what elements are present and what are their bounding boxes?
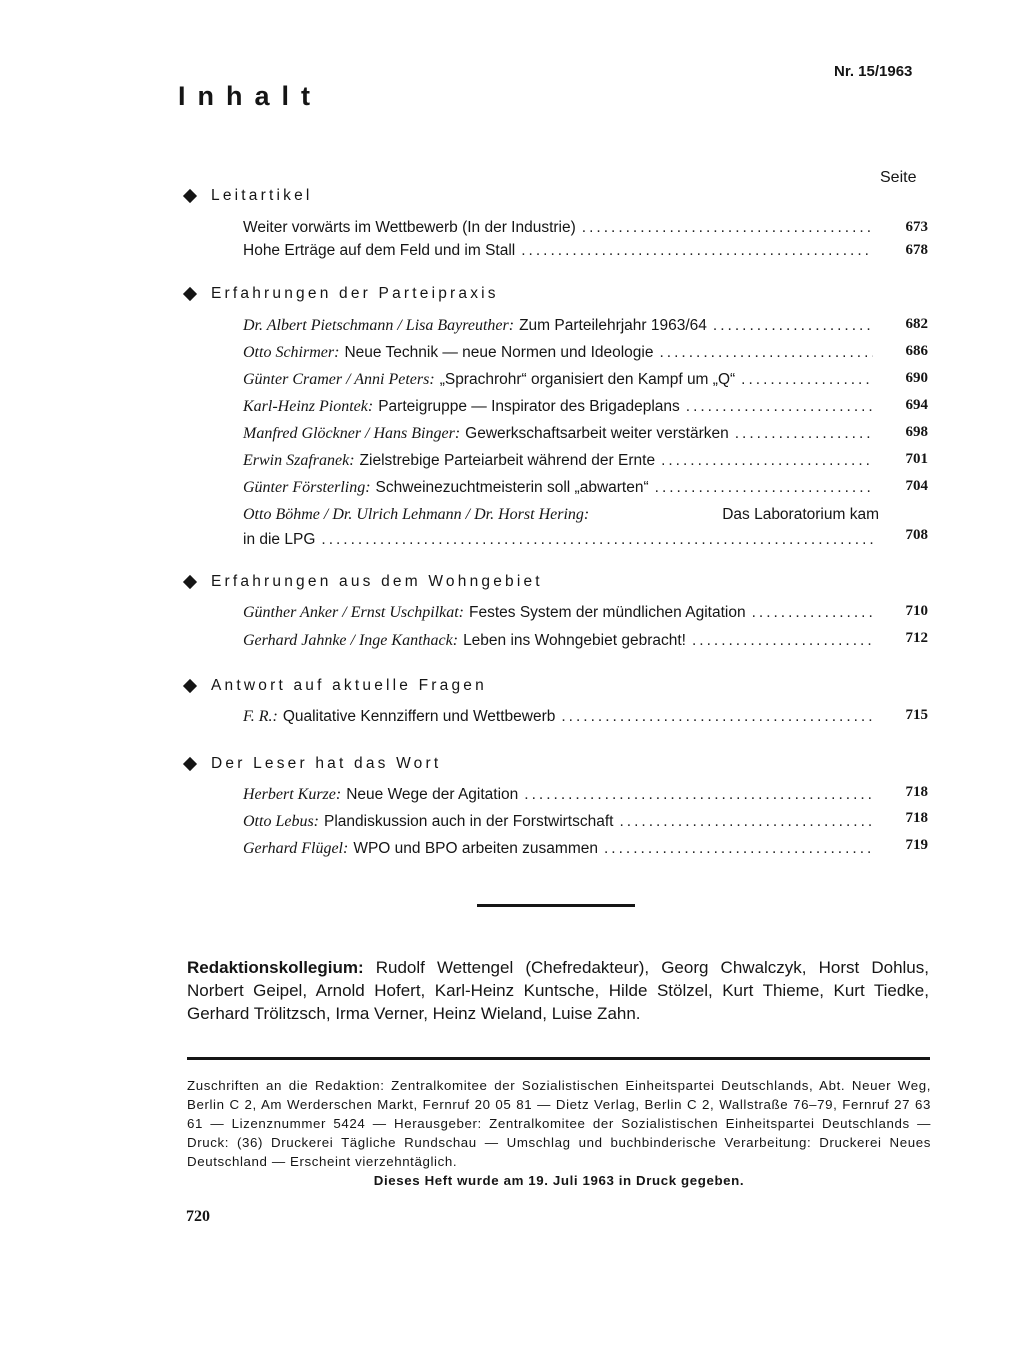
toc-entry[interactable]: [243, 628, 879, 653]
entry-page: 682: [905, 316, 928, 332]
entry-title: Plandiskussion auch in der Forstwirtschaft: [324, 813, 614, 830]
entry-title: Neue Technik — neue Normen und Ideologie: [344, 344, 654, 361]
toc-entry[interactable]: [243, 367, 879, 392]
entry-title: Weiter vorwärts im Wettbewerb (In der Industrie): [243, 219, 576, 236]
section-heading: [183, 186, 313, 206]
toc-entry[interactable]: [243, 704, 879, 729]
entry-title: Festes System der mündlichen Agitation: [469, 604, 746, 621]
entry-line: [243, 502, 879, 527]
entry-title: Leben ins Wohngebiet gebracht!: [463, 632, 686, 649]
page-title: Inhalt: [178, 81, 322, 111]
dot-leader: [582, 215, 873, 240]
entry-page: 708: [905, 527, 928, 543]
entry-page: 718: [905, 784, 928, 800]
entry-title: Schweinezuchtmeisterin soll „abwarten“: [375, 479, 649, 496]
entry-author: Otto Böhme / Dr. Ulrich Lehmann / Dr. Horst Hering:: [243, 506, 590, 523]
dot-leader: [741, 367, 873, 392]
dot-leader: [521, 238, 873, 263]
entry-page: 715: [905, 707, 928, 723]
toc-entry[interactable]: [243, 313, 879, 338]
toc-entry[interactable]: [243, 340, 879, 365]
toc-entry[interactable]: [243, 238, 879, 263]
diamond-bullet-icon: [183, 757, 197, 771]
entry-author: Manfred Glöckner / Hans Binger:: [243, 425, 461, 442]
toc-entry[interactable]: [243, 782, 879, 807]
entry-title: Das Laboratorium kam: [722, 506, 879, 523]
entry-title: Qualitative Kennziffern und Wettbewerb: [282, 708, 556, 725]
dot-leader: [619, 809, 873, 834]
section-heading-label: Erfahrungen der Parteipraxis: [211, 285, 499, 302]
section-divider: [477, 904, 635, 907]
dot-leader: [735, 421, 873, 446]
toc-entry[interactable]: [243, 394, 879, 419]
section-heading-label: Der Leser hat das Wort: [211, 755, 442, 772]
section-heading-label: Antwort auf aktuelle Fragen: [211, 677, 487, 694]
entry-page: 673: [905, 219, 928, 235]
page-column-label: Seite: [880, 169, 917, 186]
entry-page: 701: [905, 451, 928, 467]
entry-page: 686: [905, 343, 928, 359]
entry-title: Gewerkschaftsarbeit weiter verstärken: [465, 425, 729, 442]
section-heading: [183, 284, 499, 304]
dot-leader: [561, 704, 873, 729]
entry-page: 694: [905, 397, 928, 413]
entry-title: WPO und BPO arbeiten zusammen: [353, 840, 598, 857]
toc-entry[interactable]: [243, 600, 879, 625]
entry-author: Gerhard Flügel:: [243, 840, 349, 857]
toc-entry[interactable]: [243, 448, 879, 473]
entry-title: Zielstrebige Parteiarbeit während der Ernte: [359, 452, 656, 469]
entry-page: 698: [905, 424, 928, 440]
dot-leader: [692, 628, 873, 653]
entry-title: Neue Wege der Agitation: [346, 786, 519, 803]
section-heading-label: Erfahrungen aus dem Wohngebiet: [211, 573, 543, 590]
dot-leader: [660, 340, 874, 365]
entry-title: Hohe Erträge auf dem Feld und im Stall: [243, 242, 516, 259]
entry-page: 718: [905, 810, 928, 826]
print-date-note: Dieses Heft wurde am 19. Juli 1963 in Druck gegeben.: [373, 1173, 745, 1188]
entry-title-continued: in die LPG: [243, 531, 316, 548]
entry-title: „Sprachrohr“ organisiert den Kampf um „Q“: [439, 371, 736, 388]
toc-entry[interactable]: [243, 502, 879, 552]
entry-author: Karl-Heinz Piontek:: [243, 398, 374, 415]
entry-page: 710: [905, 603, 928, 619]
entry-line: [243, 527, 879, 552]
editorial-board-label: Redaktionskollegium:: [187, 958, 364, 977]
page-number: 720: [186, 1208, 210, 1225]
editorial-board-members: Rudolf Wettengel (Chefredakteur), Georg Chwalczyk, Horst Dohlus, Norbert Geipel, Arnold Hofert, Karl-Heinz Kuntsche, Hilde Stölzel, Kurt Thieme, Kurt Tiedke, Gerhard Trölitzsch, Irma Verner, Heinz Wieland, Luise Zahn.: [187, 958, 929, 1023]
diamond-bullet-icon: [183, 189, 197, 203]
entry-title: Zum Parteilehrjahr 1963/64: [519, 317, 707, 334]
entry-author: Günter Cramer / Anni Peters:: [243, 371, 435, 388]
entry-author: Otto Lebus:: [243, 813, 319, 830]
section-heading: [183, 676, 487, 696]
entry-page: 678: [905, 242, 928, 258]
imprint-divider: [187, 1057, 930, 1060]
toc-entry[interactable]: [243, 836, 879, 861]
issue-number: Nr. 15/1963: [834, 63, 913, 80]
entry-title: Parteigruppe — Inspirator des Brigadeplans: [378, 398, 680, 415]
dot-leader: [661, 448, 873, 473]
dot-leader: [686, 394, 873, 419]
diamond-bullet-icon: [183, 679, 197, 693]
entry-author: Erwin Szafranek:: [243, 452, 355, 469]
entry-page: 719: [905, 837, 928, 853]
section-heading: [183, 572, 543, 592]
entry-page: 712: [905, 630, 928, 646]
diamond-bullet-icon: [183, 575, 197, 589]
section-heading-label: Leitartikel: [211, 187, 313, 204]
editorial-board: [187, 956, 929, 1025]
toc-entry[interactable]: [243, 809, 879, 834]
imprint-text: Zuschriften an die Redaktion: Zentralkomitee der Sozialistischen Einheitspartei Deutschlands, Abt. Neuer Weg, Berlin C 2, Am Werderschen Markt, Fernruf 20 05 81 — Dietz Verlag, Berlin C 2, Wallstraße 76–79, Fernruf 27 63 61 — Lizenznummer 5424 — Herausgeber: Zentralkomitee der Sozialistischen Einheitspartei Deutschlands — Druck: (36) Druckerei Tägliche Rundschau — Umschlag und buchbinderische Verarbeitung: Druckerei Neues Deutschland — Erscheint vierzehntäglich.: [187, 1078, 931, 1169]
imprint: [187, 1076, 931, 1190]
entry-author: Günther Anker / Ernst Uschpilkat:: [243, 604, 465, 621]
entry-page: 704: [905, 478, 928, 494]
entry-author: Otto Schirmer:: [243, 344, 340, 361]
entry-author: Günter Försterling:: [243, 479, 371, 496]
dot-leader: [713, 313, 873, 338]
entry-author: Gerhard Jahnke / Inge Kanthack:: [243, 632, 459, 649]
entry-author: Herbert Kurze:: [243, 786, 342, 803]
entry-page: 690: [905, 370, 928, 386]
section-heading: [183, 754, 441, 774]
dot-leader: [321, 527, 873, 552]
toc-entry[interactable]: [243, 475, 879, 500]
dot-leader: [752, 600, 873, 625]
dot-leader: [604, 836, 873, 861]
dot-leader: [524, 782, 873, 807]
dot-leader: [655, 475, 873, 500]
toc-entry[interactable]: [243, 421, 879, 446]
diamond-bullet-icon: [183, 287, 197, 301]
entry-author: Dr. Albert Pietschmann / Lisa Bayreuther:: [243, 317, 515, 334]
entry-author: F. R.:: [243, 708, 278, 725]
toc-entry[interactable]: [243, 215, 879, 240]
